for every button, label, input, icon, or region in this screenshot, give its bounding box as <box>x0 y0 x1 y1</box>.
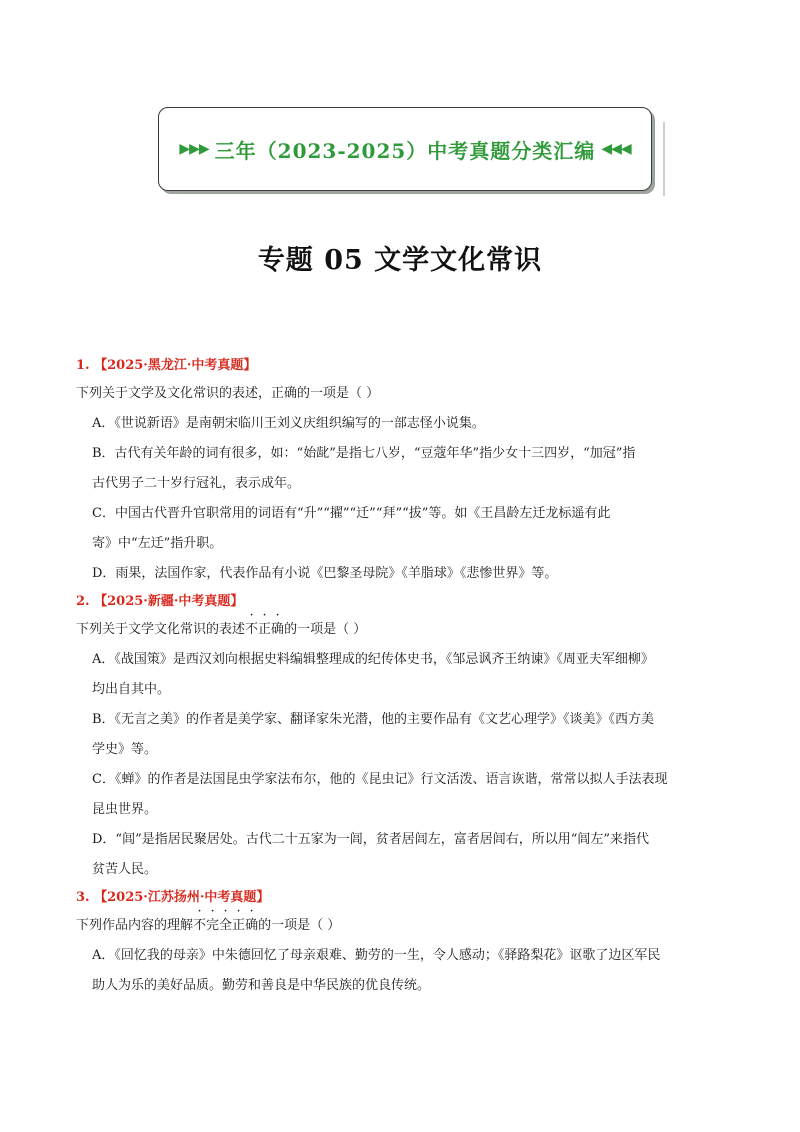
option-line: 助人为乐的美好品质。勤劳和善良是中华民族的优良传统。 <box>92 978 431 993</box>
stem-text: 下列关于文学及文化常识的表述，正确的一项是（ ） <box>76 386 380 401</box>
left-arrows-icon: ▶▶▶ <box>179 141 209 157</box>
question-number: 1. <box>76 358 90 373</box>
option-line: 均出自其中。 <box>92 682 171 697</box>
stem-text-end: 的一项是（ ） <box>258 918 341 933</box>
question-header <box>76 885 736 911</box>
option-line: 贫苦人民。 <box>92 862 158 877</box>
option-line: D．“闾”是指居民聚居处。古代二十五家为一闾，贫者居闾左，富者居闾右，所以用“闾左”来指代 <box>92 832 650 847</box>
question-header <box>76 589 736 615</box>
option-line: 古代男子二十岁行冠礼，表示成年。 <box>92 476 301 491</box>
option-line: C．《蝉》的作者是法国昆虫学家法布尔，他的《昆虫记》行文活泼、语言诙谐，常常以拟人手法表现 <box>92 772 668 787</box>
answer-option <box>76 409 736 439</box>
option-line: D．雨果，法国作家，代表作品有小说《巴黎圣母院》《羊脂球》《悲惨世界》等。 <box>92 566 558 581</box>
title-banner <box>158 107 652 191</box>
answer-option <box>76 499 736 559</box>
question-block <box>76 589 736 885</box>
banner-text: 三年（2023-2025）中考真题分类汇编 <box>214 138 596 163</box>
question-block <box>76 353 736 589</box>
question-source: 【2025·黑龙江·中考真题】 <box>94 358 257 373</box>
option-line: 学史》等。 <box>92 742 158 757</box>
answer-option <box>76 559 736 589</box>
stem-text: 下列关于文学文化常识的表述 <box>76 622 246 637</box>
answer-option <box>76 439 736 499</box>
right-arrows-icon: ◀◀◀ <box>601 141 631 157</box>
emphasis-dotted: 不正确 <box>245 622 285 637</box>
option-line: A．《世说新语》是南朝宋临川王刘义庆组织编写的一部志怪小说集。 <box>92 416 485 431</box>
answer-option <box>76 705 736 765</box>
question-stem <box>76 615 736 645</box>
banner-decoration <box>663 122 665 196</box>
option-line: A．《回忆我的母亲》中朱德回忆了母亲艰难、勤劳的一生，令人感动；《驿路梨花》讴歌了边区军民 <box>92 948 661 963</box>
option-line: C．中国古代晋升官职常用的词语有“升”“擢”“迁”“拜”“拔”等。如《王昌龄左迁龙标遥有此 <box>92 506 611 521</box>
option-line: 寄》中“左迁”指升职。 <box>92 536 223 551</box>
answer-option <box>76 825 736 885</box>
page-title: 专题 05 文学文化常识 <box>257 245 543 276</box>
question-source: 【2025·江苏扬州·中考真题】 <box>94 890 270 905</box>
option-line: A．《战国策》是西汉刘向根据史料编辑整理成的纪传体史书，《邹忌讽齐王纳谏》《周亚夫军细柳》 <box>92 652 654 667</box>
question-stem <box>76 911 736 941</box>
answer-option <box>76 645 736 705</box>
answer-option <box>76 765 736 825</box>
question-list <box>76 353 736 1001</box>
question-number: 2. <box>76 594 90 609</box>
question-number: 3. <box>76 890 90 905</box>
emphasis-dotted: 不完全正确 <box>193 918 259 933</box>
question-stem <box>76 379 736 409</box>
stem-text: 下列作品内容的理解 <box>76 918 194 933</box>
question-header <box>76 353 736 379</box>
option-line: 昆虫世界。 <box>92 802 158 817</box>
option-line: B．《无言之美》的作者是美学家、翻译家朱光潜，他的主要作品有《文艺心理学》《谈美》《西方美 <box>92 712 655 727</box>
question-block <box>76 885 736 1001</box>
option-line: B．古代有关年龄的词有很多，如：“始龀”是指七八岁，“豆蔻年华”指少女十三四岁，“加冠”指 <box>92 446 636 461</box>
question-source: 【2025·新疆·中考真题】 <box>94 594 244 609</box>
stem-text-end: 的一项是（ ） <box>284 622 367 637</box>
answer-option <box>76 941 736 1001</box>
